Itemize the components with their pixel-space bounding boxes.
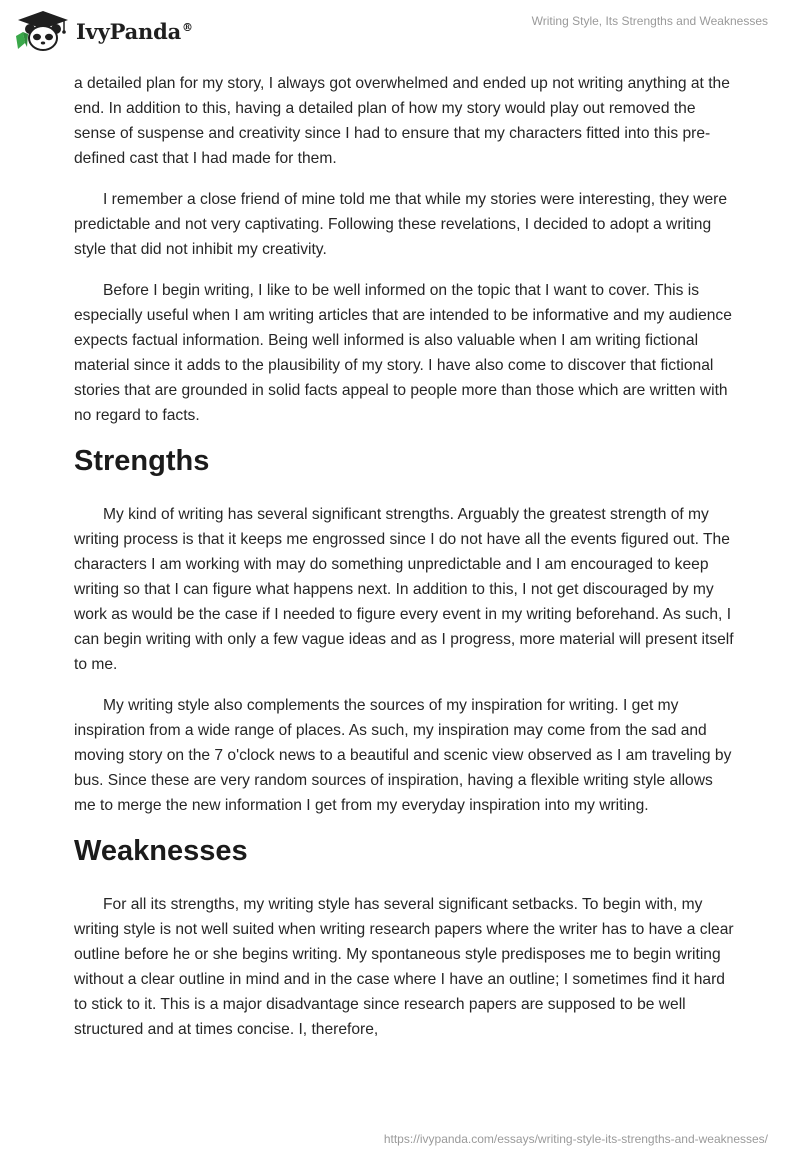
source-url[interactable]: https://ivypanda.com/essays/writing-style-its-strengths-and-weaknesses/ [383, 1132, 768, 1146]
paragraph: I remember a close friend of mine told me that while my stories were interesting, they were predictable and not very captivating. Following these revelations, I decided to adopt a writing style that did not inhibit my creativity. [74, 191, 728, 258]
paragraph: For all its strengths, my writing style has several significant setbacks. To begin with, my writing style is not well suited when writing research papers where the writer has to have a clear outline before he or she begins writing. My spontaneous style predisposes me to begin writing without a clear outline in mind and in the case where I have an outline; I sometimes find it hard to stick to it. This is a major disadvantage since research papers are supposed to be well structured and at times concise. I, therefore, [74, 896, 734, 1038]
paragraph: a detailed plan for my story, I always got overwhelmed and ended up not writing anything at the end. In addition to this, having a detailed plan of how my story would play out removed the sense of suspense and creativity since I had to ensure that my characters fitted into this pre-defined cast that I had made for them. [74, 75, 730, 167]
section-heading-weaknesses: Weaknesses [74, 835, 248, 867]
page-header [0, 0, 800, 60]
brand-name: IvyPanda® [76, 18, 193, 44]
essay-body [74, 71, 734, 1058]
panda-graduation-cap-icon [14, 9, 72, 53]
paragraph: My kind of writing has several significant strengths. Arguably the greatest strength of my writing process is that it keeps me engrossed since I do not have all the events figured out. The characters I am working with may do something unpredictable and I am encouraged to keep writing so that I can figure what happens next. In addition to this, I not get discouraged by my work as would be the case if I needed to figure every event in my writing beforehand. As such, I can begin writing with only a few vague ideas and as I progress, more material will present itself to me. [74, 506, 734, 673]
paragraph: Before I begin writing, I like to be well informed on the topic that I want to cover. This is especially useful when I am writing articles that are intended to be informative and my audience expects factual information. Being well informed is also valuable when I am writing fictional material since it adds to the plausibility of my story. I have also come to discover that fictional stories that are grounded in solid facts appeal to people more than those which are written with no regard to facts. [74, 282, 732, 424]
paragraph: My writing style also complements the sources of my inspiration for writing. I get my inspiration from a wide range of places. As such, my inspiration may come from the sad and moving story on the 7 o'clock news to a beautiful and scenic view observed as I am traveling by bus. Since these are very random sources of inspiration, having a flexible writing style allows me to merge the new information I get from my everyday inspiration into my writing. [74, 697, 732, 814]
ivypanda-logo[interactable] [14, 9, 193, 53]
document-title: Writing Style, Its Strengths and Weaknesses [531, 14, 768, 28]
section-heading-strengths: Strengths [74, 445, 210, 477]
